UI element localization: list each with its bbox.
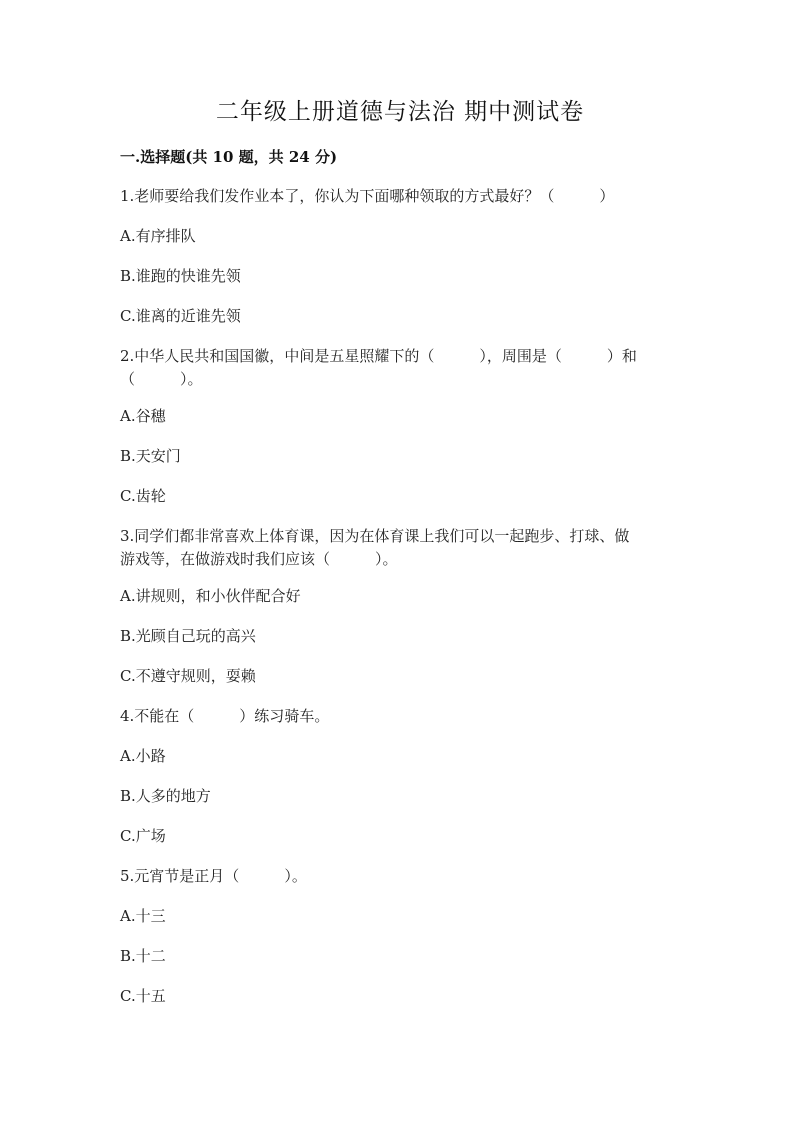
question-2-option-a: A.谷穗 — [120, 407, 166, 425]
question-1-option-c: C.谁离的近谁先领 — [120, 307, 241, 325]
question-5-option-b: B.十二 — [120, 947, 166, 965]
question-5-option-c: C.十五 — [120, 987, 166, 1005]
question-3-option-a: A.讲规则，和小伙伴配合好 — [120, 587, 301, 605]
question-2-option-b: B.天安门 — [120, 447, 181, 465]
section-heading: 一.选择题(共 10 题，共 24 分) — [120, 148, 338, 166]
question-4-option-a: A.小路 — [120, 747, 166, 765]
question-2-stem-line-1: 2.中华人民共和国国徽，中间是五星照耀下的（ ），周围是（ ）和 — [120, 347, 637, 365]
question-2-stem-line-2: （ ）。 — [120, 370, 203, 388]
question-4-option-c: C.广场 — [120, 827, 166, 845]
question-3-stem-line-2: 游戏等，在做游戏时我们应该（ ）。 — [120, 550, 398, 568]
question-3-option-b: B.光顾自己玩的高兴 — [120, 627, 256, 645]
question-1-option-b: B.谁跑的快谁先领 — [120, 267, 241, 285]
question-5-stem: 5.元宵节是正月（ ）。 — [120, 867, 307, 885]
question-5-option-a: A.十三 — [120, 907, 166, 925]
question-1-stem: 1.老师要给我们发作业本了，你认为下面哪种领取的方式最好？（ ） — [120, 187, 615, 205]
question-1-option-a: A.有序排队 — [120, 227, 196, 245]
question-3-option-c: C.不遵守规则，耍赖 — [120, 667, 256, 685]
question-4-stem: 4.不能在（ ）练习骑车。 — [120, 707, 330, 725]
page-title: 二年级上册道德与法治 期中测试卷 — [215, 99, 585, 125]
question-3-stem-line-1: 3.同学们都非常喜欢上体育课，因为在体育课上我们可以一起跑步、打球、做 — [120, 527, 630, 545]
question-2-option-c: C.齿轮 — [120, 487, 166, 505]
question-4-option-b: B.人多的地方 — [120, 787, 211, 805]
